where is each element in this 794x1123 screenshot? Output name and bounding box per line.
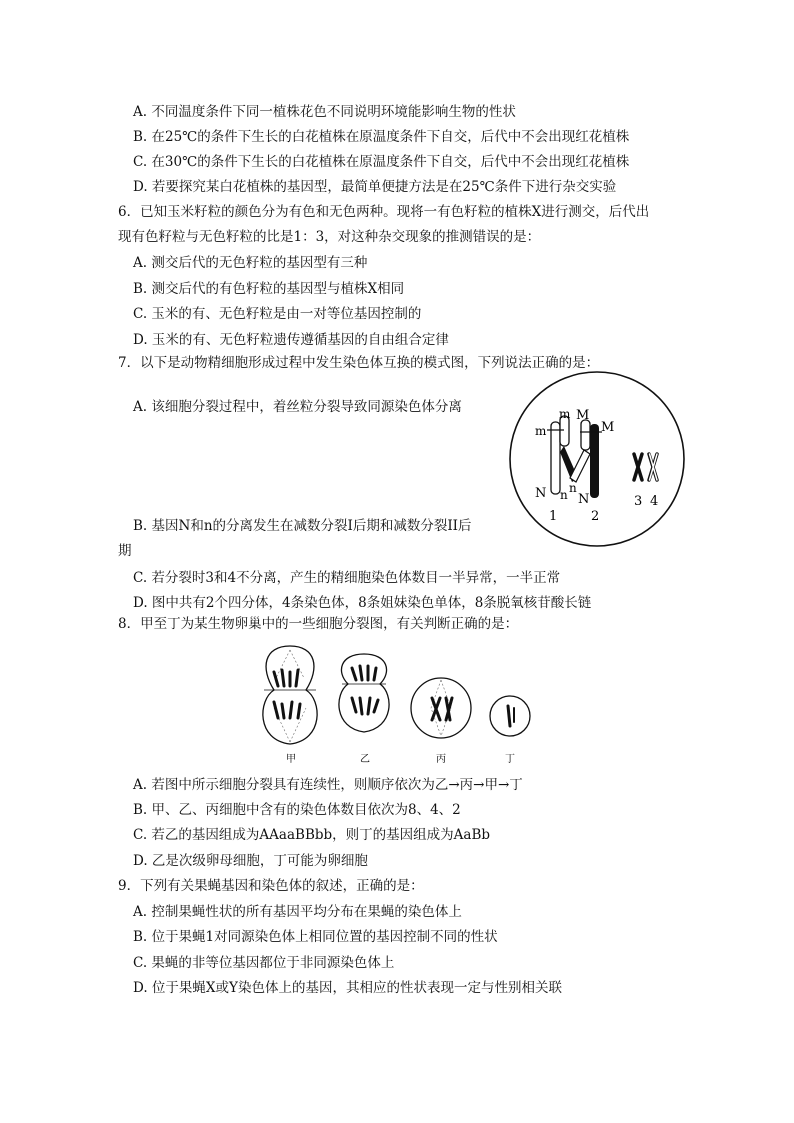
q8-option-c: C. 若乙的基因组成为AAaaBBbb，则丁的基因组成为AaBb bbox=[133, 827, 491, 843]
caption-ding: 丁 bbox=[505, 754, 515, 765]
caption-bing: 丙 bbox=[436, 754, 446, 765]
label-chromosome-3: 3 bbox=[634, 494, 643, 509]
chromosome-3 bbox=[634, 454, 642, 480]
q9-option-b: B. 位于果蝇1对同源染色体上相同位置的基因控制不同的性状 bbox=[133, 929, 498, 945]
q7-option-a: A. 该细胞分裂过程中，着丝粒分裂导致同源染色体分离 bbox=[133, 399, 462, 415]
q5-option-a: A. 不同温度条件下同一植株花色不同说明环境能影响生物的性状 bbox=[133, 104, 516, 120]
q7-option-c: C. 若分裂时3和4不分离，产生的精细胞染色体数目一半异常，一半正常 bbox=[133, 570, 561, 586]
q7-option-b-line2: 期 bbox=[118, 543, 132, 559]
q8-cell-division-figure bbox=[256, 642, 538, 766]
chromatid-2b-top bbox=[581, 420, 590, 450]
chromatid-1a bbox=[551, 422, 560, 494]
q7-option-b-line1: B. 基因N和n的分离发生在减数分裂I后期和减数分裂II后 bbox=[133, 518, 472, 534]
label-N1: N bbox=[535, 486, 547, 501]
q6-option-c: C. 玉米的有、无色籽粒是由一对等位基因控制的 bbox=[133, 306, 422, 322]
cell-bing bbox=[411, 678, 471, 738]
caption-jia: 甲 bbox=[286, 754, 296, 765]
q6-stem-line1: 6．已知玉米籽粒的颜色分为有色和无色两种。现将一有色籽粒的植株X进行测交，后代出 bbox=[118, 204, 650, 220]
label-chromosome-4: 4 bbox=[650, 494, 659, 509]
label-m1: m bbox=[535, 424, 547, 438]
q6-option-b: B. 测交后代的有色籽粒的基因型与植株X相同 bbox=[133, 281, 405, 297]
q7-option-d: D. 图中共有2个四分体，4条染色体，8条姐妹染色单体，8条脱氧核苷酸长链 bbox=[133, 595, 592, 611]
label-m2: m bbox=[559, 407, 571, 421]
q7-chromosome-diagram bbox=[506, 368, 688, 550]
label-chromosome-2: 2 bbox=[591, 509, 600, 524]
cell-ding bbox=[490, 696, 530, 736]
q7-stem: 7．以下是动物精细胞形成过程中发生染色体互换的模式图，下列说法正确的是： bbox=[118, 355, 600, 371]
q9-option-d: D. 位于果蝇X或Y染色体上的基因，其相应的性状表现一定与性别相关联 bbox=[133, 980, 562, 996]
q6-stem-line2: 现有色籽粒与无色籽粒的比是1：3，对这种杂交现象的推测错误的是： bbox=[118, 229, 541, 245]
q6-option-a: A. 测交后代的无色籽粒的基因型有三种 bbox=[133, 255, 368, 271]
q5-option-d: D. 若要探究某白花植株的基因型，最简单便捷方法是在25℃条件下进行杂交实验 bbox=[133, 179, 617, 195]
label-N2: N bbox=[578, 492, 590, 507]
q9-option-a: A. 控制果蝇性状的所有基因平均分布在果蝇的染色体上 bbox=[133, 904, 462, 920]
label-M1: M bbox=[576, 408, 590, 423]
caption-yi: 乙 bbox=[360, 754, 370, 765]
q8-option-a: A. 若图中所示细胞分裂具有连续性，则顺序依次为乙→丙→甲→丁 bbox=[133, 777, 523, 793]
chromatid-2a bbox=[590, 424, 599, 498]
chromatid-crossover-light bbox=[570, 450, 590, 482]
q8-option-d: D. 乙是次级卵母细胞，丁可能为卵细胞 bbox=[133, 853, 368, 869]
q8-stem: 8．甲至丁为某生物卵巢中的一些细胞分裂图，有关判断正确的是： bbox=[118, 616, 519, 632]
q6-option-d: D. 玉米的有、无色籽粒遗传遵循基因的自由组合定律 bbox=[133, 332, 449, 348]
cell-yi bbox=[339, 654, 389, 732]
label-M2: M bbox=[601, 420, 615, 435]
label-n2: n bbox=[569, 481, 577, 495]
q8-option-b: B. 甲、乙、丙细胞中含有的染色体数目依次为8、4、2 bbox=[133, 802, 461, 818]
label-chromosome-1: 1 bbox=[549, 509, 558, 524]
q5-option-b: B. 在25℃的条件下生长的白花植株在原温度条件下自交，后代中不会出现红花植株 bbox=[133, 129, 630, 145]
q5-option-c: C. 在30℃的条件下生长的白花植株在原温度条件下自交，后代中不会出现红花植株 bbox=[133, 154, 630, 170]
label-n1: n bbox=[560, 488, 568, 502]
q9-option-c: C. 果蝇的非等位基因都位于非同源染色体上 bbox=[133, 955, 395, 971]
cell-jia bbox=[263, 646, 317, 744]
q9-stem: 9．下列有关果蝇基因和染色体的叙述，正确的是： bbox=[118, 878, 424, 894]
